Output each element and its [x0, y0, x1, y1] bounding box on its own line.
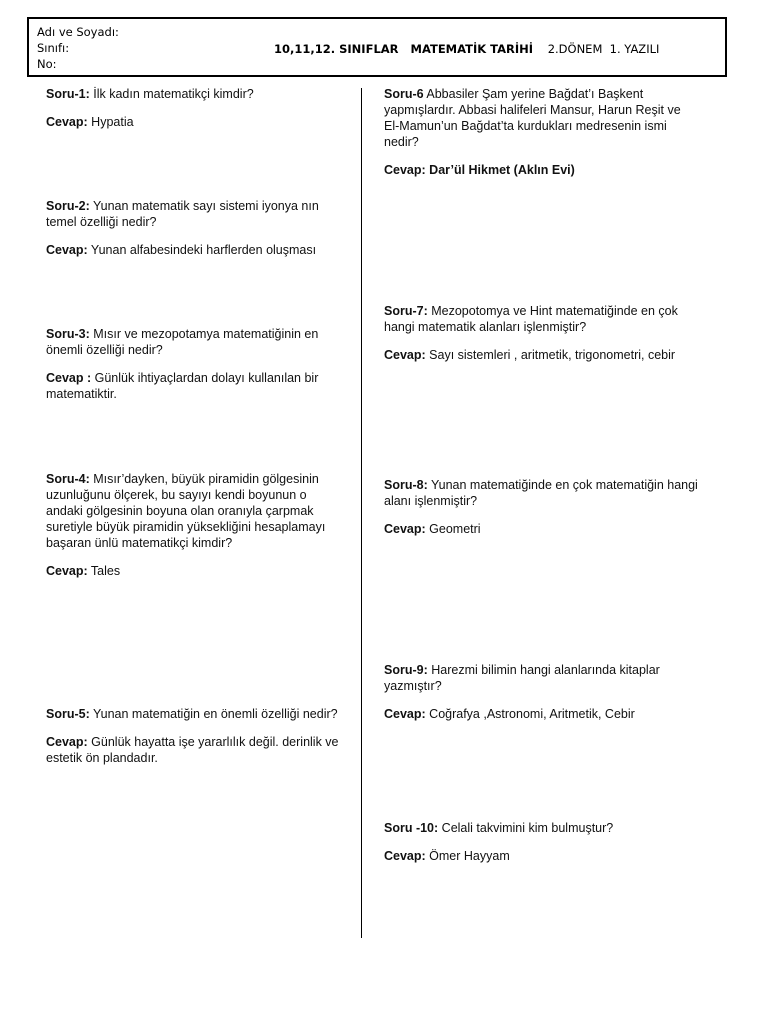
question-5: [46, 706, 346, 766]
question-text: Soru-4: Mısır’dayken, büyük piramidin gölgesinin uzunluğunu ölçerek, bu sayıyı kendi boyunun o andaki gölgesinin boyuna olan oranıyla çarpmak suretiyle büyük piramidin yüksekliğini hesaplamayı başaran ünlü matematikçi kimdir?: [46, 472, 326, 550]
question-text: Soru-3: Mısır ve mezopotamya matematiğinin en önemli özelliği nedir?: [46, 327, 319, 357]
question-text: Soru-5: Yunan matematiğin en önemli özelliği nedir?: [46, 707, 338, 721]
class-label: Sınıfı:: [37, 41, 70, 55]
answer-text: Cevap: Günlük hayatta işe yararlılık değil. derinlik ve estetik ön plandadır.: [46, 735, 339, 765]
exam-title-term: 2.DÖNEM 1. YAZILI: [547, 42, 660, 56]
answer-text: Cevap: Coğrafya ,Astronomi, Aritmetik, Cebir: [384, 707, 635, 721]
exam-title-main: 10,11,12. SINIFLAR MATEMATİK TARİHİ: [274, 42, 534, 56]
exam-title: [274, 42, 659, 56]
question-label: Soru-2:: [46, 199, 90, 213]
question-2: [46, 198, 346, 258]
answer-label: Cevap :: [46, 371, 92, 385]
question-text: Soru-2: Yunan matematik sayı sistemi iyonya nın temel özelliği nedir?: [46, 199, 319, 229]
question-label: Soru-5:: [46, 707, 90, 721]
answer-label: Cevap:: [384, 849, 426, 863]
question-label: Soru-1:: [46, 87, 90, 101]
answer-label: Cevap:: [46, 115, 88, 129]
question-9: [384, 662, 699, 722]
question-label: Soru-4:: [46, 472, 90, 486]
question-7: [384, 303, 699, 363]
answer-text: Cevap: Dar’ül Hikmet (Aklın Evi): [384, 163, 575, 177]
question-4: [46, 471, 346, 579]
answer-label: Cevap:: [46, 564, 88, 578]
answer-text: Cevap: Hypatia: [46, 115, 134, 129]
question-label: Soru-9:: [384, 663, 428, 677]
question-label: Soru-8:: [384, 478, 428, 492]
number-label: No:: [37, 57, 57, 71]
answer-text: Cevap: Ömer Hayyam: [384, 849, 510, 863]
name-label: Adı ve Soyadı:: [37, 25, 119, 39]
question-label: Soru-3:: [46, 327, 90, 341]
column-divider: [361, 88, 362, 938]
answer-text: Cevap: Geometri: [384, 522, 481, 536]
question-text: Soru-6 Abbasiler Şam yerine Bağdat’ı Başkent yapmışlardır. Abbasi halifeleri Mansur, Harun Reşit ve El-Mamun’un Bağdat’ta kurdukları medresenin ismi nedir?: [384, 87, 681, 149]
answer-label: Cevap:: [384, 522, 426, 536]
answer-text: Cevap : Günlük ihtiyaçlardan dolayı kullanılan bir matematiktir.: [46, 371, 319, 401]
exam-header: [27, 17, 727, 77]
question-text: Soru-8: Yunan matematiğinde en çok matematiğin hangi alanı işlenmiştir?: [384, 478, 698, 508]
answer-text: Cevap: Tales: [46, 564, 121, 578]
answer-label: Cevap:: [46, 243, 88, 257]
question-text: Soru -10: Celali takvimini kim bulmuştur?: [384, 821, 614, 835]
answer-label: Cevap:: [384, 348, 426, 362]
question-label: Soru -10:: [384, 821, 439, 835]
answer-label: Cevap:: [46, 735, 88, 749]
question-10: [384, 820, 699, 864]
answer-text: Cevap: Yunan alfabesindeki harflerden oluşması: [46, 243, 317, 257]
answer-label: Cevap:: [384, 163, 426, 177]
question-text: Soru-1: İlk kadın matematikçi kimdir?: [46, 87, 254, 101]
question-text: Soru-7: Mezopotomya ve Hint matematiğinde en çok hangi matematik alanları işlenmiştir?: [384, 304, 678, 334]
question-3: [46, 326, 346, 402]
question-1: [46, 86, 346, 130]
question-label: Soru-7:: [384, 304, 428, 318]
question-text: Soru-9: Harezmi bilimin hangi alanlarında kitaplar yazmıştır?: [384, 663, 660, 693]
question-6: [384, 86, 699, 178]
question-label: Soru-6: [384, 87, 424, 101]
answer-text: Cevap: Sayı sistemleri , aritmetik, trigonometri, cebir: [384, 348, 676, 362]
answer-label: Cevap:: [384, 707, 426, 721]
question-8: [384, 477, 699, 537]
